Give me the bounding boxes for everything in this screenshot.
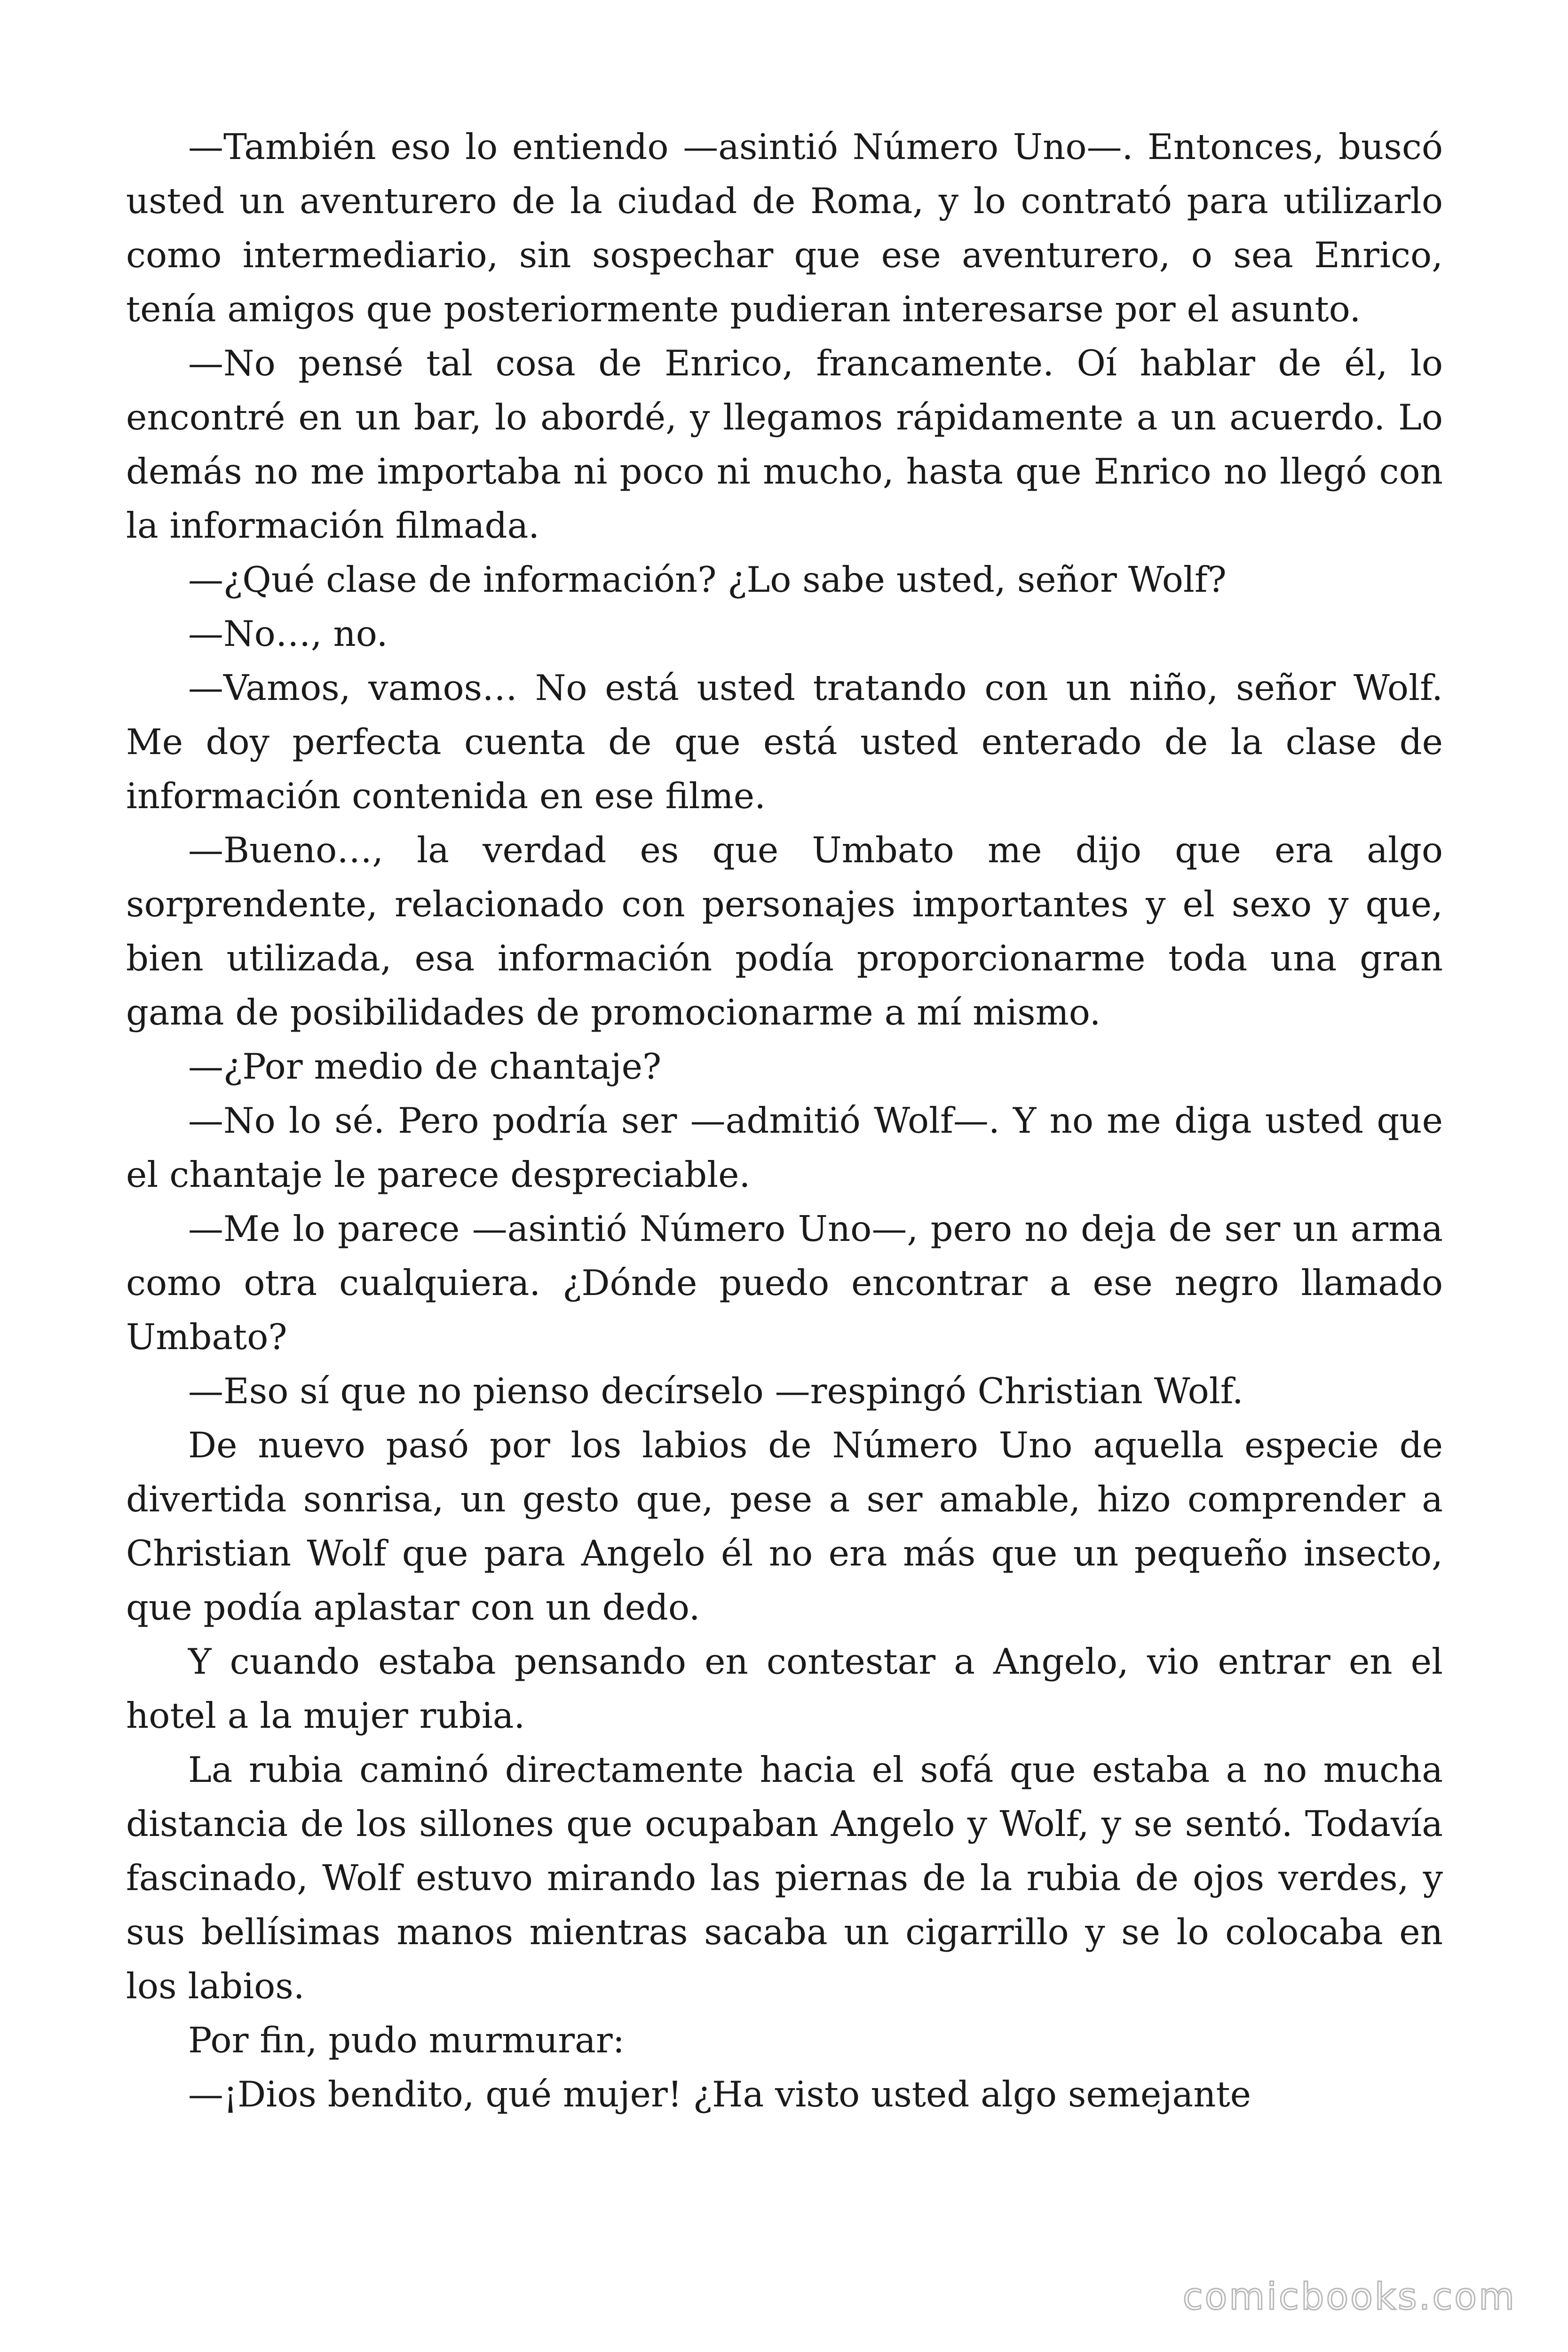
- paragraph-15: —¡Dios bendito, qué mujer! ¿Ha visto usted algo semejante: [188, 2074, 1251, 2115]
- body-text: [126, 120, 1443, 2122]
- paragraph-14: Por fin, pudo murmurar:: [188, 2019, 625, 2061]
- paragraph-3: —¿Qué clase de información? ¿Lo sabe usted, señor Wolf?: [188, 559, 1227, 600]
- paragraph-4: —No…, no.: [188, 613, 388, 654]
- site-watermark: comicbooks.com: [1182, 2276, 1516, 2318]
- paragraph-11: De nuevo pasó por los labios de Número Uno aquella especie de divertida sonrisa, un gesto que, pese a ser amable, hizo comprender a Christian Wolf que para Angelo él no era más que un pequeño insecto, que podía aplastar con un dedo.: [126, 1424, 1443, 1628]
- paragraph-10: —Eso sí que no pienso decírselo —respingó Christian Wolf.: [188, 1370, 1243, 1412]
- paragraph-6: —Bueno…, la verdad es que Umbato me dijo que era algo sorprendente, relacionado con personajes importantes y el sexo y que, bien utilizada, esa información podía proporcionarme toda una gran gama de posibilidades de promocionarme a mí mismo.: [126, 829, 1443, 1033]
- paragraph-9: —Me lo parece —asintió Número Uno—, pero no deja de ser un arma como otra cualquiera. ¿Dónde puedo encontrar a ese negro llamado Umbato?: [126, 1208, 1443, 1358]
- paragraph-13: La rubia caminó directamente hacia el sofá que estaba a no mucha distancia de los sillones que ocupaban Angelo y Wolf, y se sentó. Todavía fascinado, Wolf estuvo mirando las piernas de la rubia de ojos verdes, y sus bellísimas manos mientras sacaba un cigarrillo y se lo colocaba en los labios.: [126, 1749, 1443, 2007]
- paragraph-8: —No lo sé. Pero podría ser —admitió Wolf—. Y no me diga usted que el chantaje le parece despreciable.: [126, 1100, 1443, 1195]
- paragraph-12: Y cuando estaba pensando en contestar a Angelo, vio entrar en el hotel a la mujer rubia.: [126, 1641, 1443, 1736]
- paragraph-2: —No pensé tal cosa de Enrico, francamente. Oí hablar de él, lo encontré en un bar, lo abordé, y llegamos rápidamente a un acuerdo. Lo demás no me importaba ni poco ni mucho, hasta que Enrico no llegó con la información filmada.: [126, 342, 1443, 546]
- paragraph-5: —Vamos, vamos… No está usted tratando con un niño, señor Wolf. Me doy perfecta cuenta de que está usted enterado de la clase de información contenida en ese filme.: [126, 667, 1443, 817]
- paragraph-7: —¿Por medio de chantaje?: [188, 1046, 662, 1087]
- paragraph-1: —También eso lo entiendo —asintió Número Uno—. Entonces, buscó usted un aventurero de la ciudad de Roma, y lo contrató para utilizarlo como intermediario, sin sospechar que ese aventurero, o sea Enrico, tenía amigos que posteriormente pudieran interesarse por el asunto.: [126, 126, 1443, 330]
